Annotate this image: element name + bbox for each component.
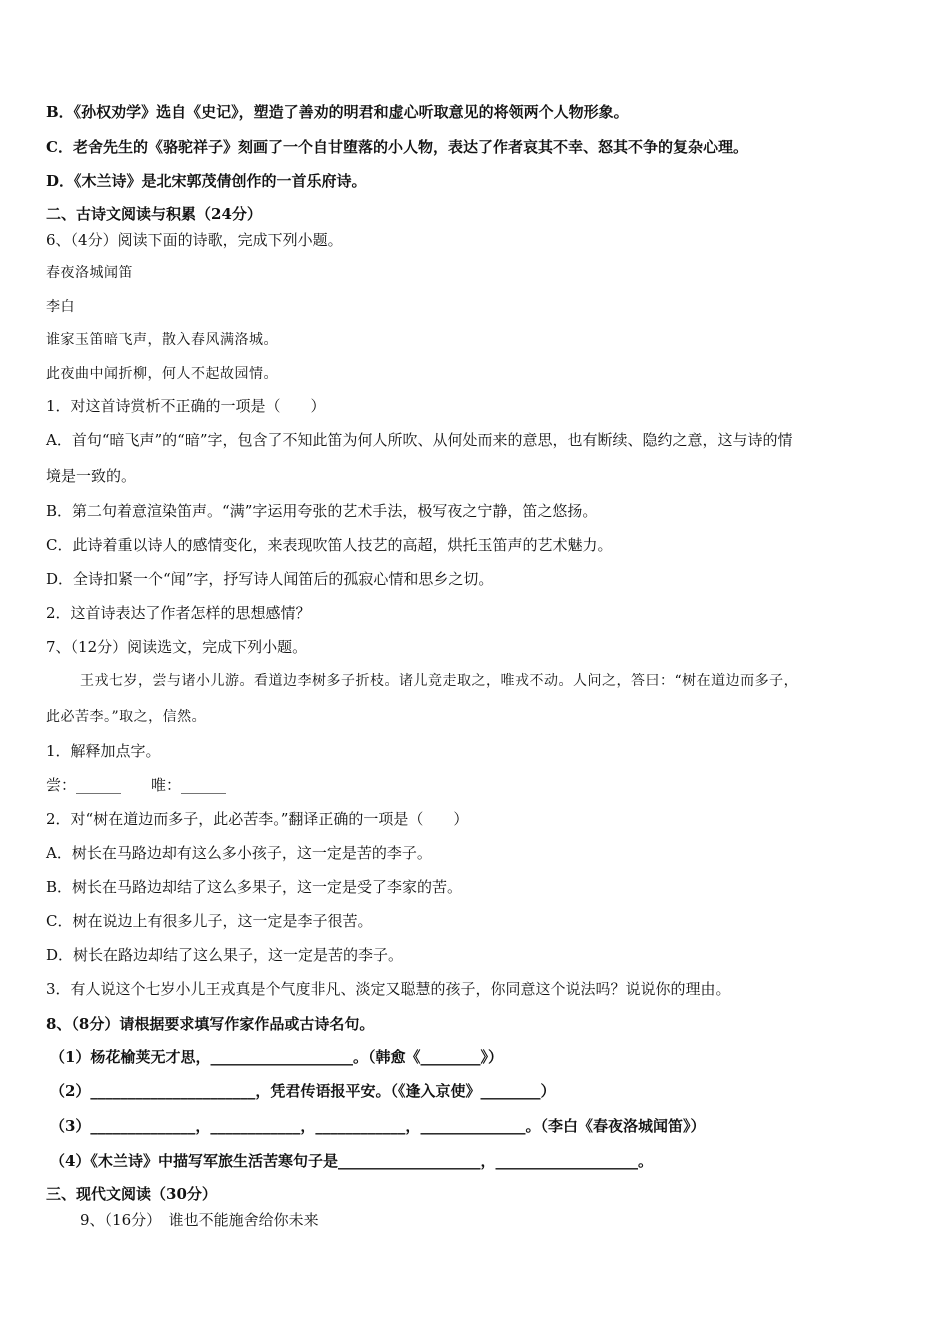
q6-option-a-cont: 境是一致的。 [46, 467, 137, 485]
question-9-title: 9、（16分） 谁也不能施舍给你未来 [80, 1211, 319, 1229]
q6-option-d: D．全诗扣紧一个“闻”字，抒写诗人闻笛后的孤寂心情和思乡之切。 [46, 570, 494, 588]
question-6-stem: 6、（4分）阅读下面的诗歌，完成下列小题。 [46, 231, 343, 249]
q8-item-4: （4）《木兰诗》中描写军旅生活苦寒句子是___________________，___________________。 [50, 1152, 653, 1170]
section-heading-modern: 三、现代文阅读（30分） [46, 1185, 217, 1203]
q7-option-b: B．树长在马路边却结了这么多果子，这一定是受了李家的苦。 [46, 878, 463, 896]
q7-sub2: 2．对“树在道边而多子，此必苦李。”翻译正确的一项是（ ） [46, 810, 469, 828]
q6-sub1: 1．对这首诗赏析不正确的一项是（ ） [46, 397, 326, 415]
question-8-stem: 8、（8分）请根据要求填写作家作品或古诗名句。 [46, 1015, 375, 1033]
q6-option-c: C．此诗着重以诗人的感情变化，来表现吹笛人技艺的高超，烘托玉笛声的艺术魅力。 [46, 536, 613, 554]
poem-author: 李白 [46, 299, 75, 315]
q7-option-d: D．树长在路边却结了这么果子，这一定是苦的李子。 [46, 946, 404, 964]
question-7-stem: 7、（12分）阅读选文，完成下列小题。 [46, 638, 308, 656]
q6-option-a: A．首句“暗飞声”的“暗”字，包含了不知此笛为何人所吹、从何处而来的意思，也有断续、隐约之意，这与诗的情 [46, 431, 793, 449]
poem-title: 春夜洛城闻笛 [46, 265, 133, 281]
q7-option-a: A．树长在马路边却有这么多小孩子，这一定是苦的李子。 [46, 844, 432, 862]
poem-line-2: 此夜曲中闻折柳，何人不起故园情。 [46, 366, 278, 382]
q7-sub3: 3．有人说这个七岁小儿王戎真是个气度非凡、淡定又聪慧的孩子，你同意这个说法吗？说说你的理由。 [46, 980, 731, 998]
option-b-line: B．《孙权劝学》选自《史记》，塑造了善劝的明君和虚心听取意见的将领两个人物形象。 [46, 103, 629, 121]
q7-option-c: C．树在说边上有很多儿子，这一定是李子很苦。 [46, 912, 373, 930]
q7-sub1: 1．解释加点字。 [46, 742, 161, 760]
passage-line-2: 此必苦李。”取之，信然。 [46, 709, 207, 725]
q6-sub2: 2．这首诗表达了作者怎样的思想感情？ [46, 604, 311, 622]
q8-item-1: （1）杨花榆荚无才思，___________________。（韩愈《________》） [50, 1048, 503, 1066]
passage-line-1: 王戎七岁，尝与诸小儿游。看道边李树多子折枝。诸儿竞走取之，唯戎不动。人问之，答曰：“树在道边而多子， [80, 673, 799, 689]
option-c-line: C．老舍先生的《骆驼祥子》刻画了一个自甘堕落的小人物，表达了作者哀其不幸、怒其不争的复杂心理。 [46, 138, 748, 156]
poem-line-1: 谁家玉笛暗飞声，散入春风满洛城。 [46, 332, 278, 348]
q6-option-b: B．第二句着意渲染笛声。“满”字运用夸张的艺术手法，极写夜之宁静，笛之悠扬。 [46, 502, 598, 520]
q7-sub1-blanks: 尝：______ 唯：______ [46, 776, 227, 794]
q8-item-3: （3）______________，____________，____________，______________。（李白《春夜洛城闻笛》） [50, 1117, 706, 1135]
q8-item-2: （2）______________________，凭君传语报平安。（《逢入京使》________） [50, 1082, 556, 1100]
section-heading-classical: 二、古诗文阅读与积累（24分） [46, 205, 262, 223]
option-d-line: D．《木兰诗》是北宋郭茂倩创作的一首乐府诗。 [46, 172, 367, 190]
